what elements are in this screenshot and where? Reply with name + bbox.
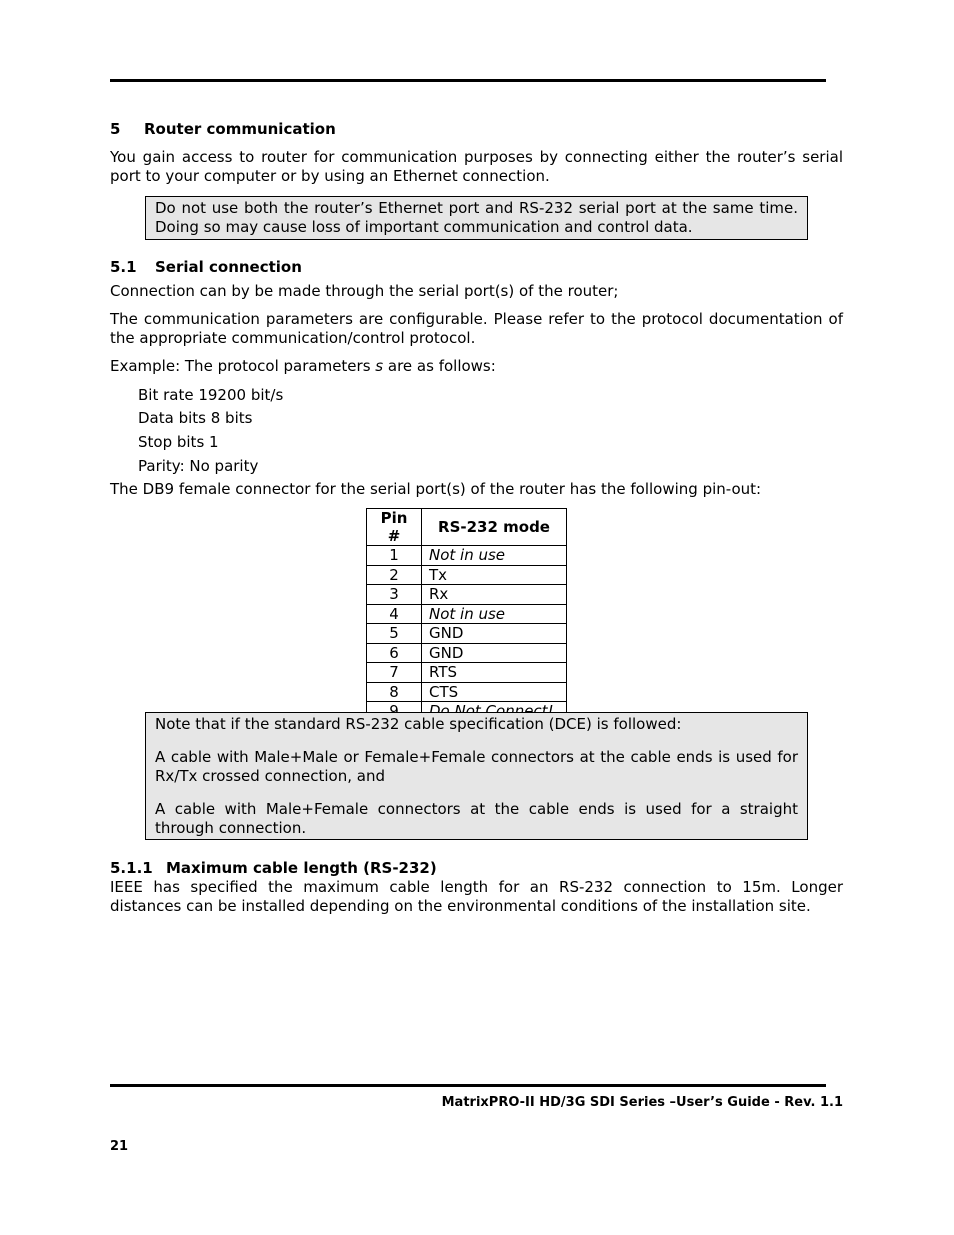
serial-paragraph-2: The communication parameters are configurable. Please refer to the protocol documentation of the appropriate communication/control protocol.: [110, 310, 843, 347]
example-italic: s: [375, 357, 384, 375]
pin-number: 2: [367, 565, 422, 585]
intro-paragraph: You gain access to router for communication purposes by connecting either the router’s serial port to your computer or by using an Ethernet connection.: [110, 148, 843, 185]
serial-paragraph-4: The DB9 female connector for the serial port(s) of the router has the following pin-out:: [110, 480, 762, 498]
subsubsection-heading: [110, 859, 437, 878]
table-row: [367, 624, 567, 644]
note-box: [145, 712, 808, 840]
pin-number: 3: [367, 585, 422, 605]
subsubsection-title: Maximum cable length (RS-232): [166, 859, 437, 877]
footer-rule: [110, 1084, 826, 1087]
serial-paragraph-3: [110, 357, 843, 376]
table-row: [367, 643, 567, 663]
pin-mode: GND: [422, 643, 567, 663]
pin-mode: Not in use: [422, 546, 567, 566]
subsection-title: Serial connection: [155, 258, 302, 276]
param-item: Stop bits 1: [138, 433, 219, 451]
header-rule: [110, 79, 826, 82]
table-header-row: [367, 509, 567, 546]
page-number: 21: [110, 1139, 129, 1154]
note-line: A cable with Male+Male or Female+Female connectors at the cable ends is used for Rx/Tx crossed connection, and: [155, 748, 798, 785]
document-title: MatrixPRO-II HD/3G SDI Series –User’s Guide - Rev. 1.1: [441, 1095, 843, 1110]
subsubsection-number: 5.1.1: [110, 859, 153, 877]
column-header-pin: Pin #: [367, 509, 422, 546]
note-line: A cable with Male+Female connectors at the cable ends is used for a straight through connection.: [155, 800, 798, 837]
param-item: Parity: No parity: [138, 457, 259, 475]
pin-mode: Not in use: [422, 604, 567, 624]
pin-number: 5: [367, 624, 422, 644]
subsection-heading: [110, 258, 302, 277]
warning-text: Do not use both the router’s Ethernet port and RS-232 serial port at the same time. Doing so may cause loss of important communication and control data.: [155, 199, 798, 236]
pin-mode: RTS: [422, 663, 567, 683]
table-row: [367, 546, 567, 566]
pin-number: 6: [367, 643, 422, 663]
pin-mode: Tx: [422, 565, 567, 585]
example-text: Example: The protocol parameters: [110, 357, 376, 375]
param-item: Data bits 8 bits: [138, 409, 253, 427]
table-row: [367, 585, 567, 605]
table-row: [367, 604, 567, 624]
section-heading: [110, 120, 336, 139]
pin-number: 8: [367, 682, 422, 702]
section-title: Router communication: [144, 120, 336, 138]
table-row: [367, 663, 567, 683]
param-item: Bit rate 19200 bit/s: [138, 386, 284, 404]
table-row: [367, 682, 567, 702]
section-number: 5: [110, 120, 121, 138]
note-line: Note that if the standard RS-232 cable specification (DCE) is followed:: [155, 715, 682, 733]
warning-box: [145, 196, 808, 240]
subsection-number: 5.1: [110, 258, 137, 276]
pin-mode: Rx: [422, 585, 567, 605]
cable-length-paragraph: IEEE has specified the maximum cable length for an RS-232 connection to 15m. Longer distances can be installed depending on the environmental conditions of the installation site.: [110, 878, 843, 915]
column-header-mode: RS-232 mode: [422, 509, 567, 546]
serial-paragraph-1: Connection can by be made through the serial port(s) of the router;: [110, 282, 619, 300]
table-row: [367, 565, 567, 585]
pin-number: 4: [367, 604, 422, 624]
example-text-end: are as follows:: [383, 357, 496, 375]
pin-mode: CTS: [422, 682, 567, 702]
pin-number: 1: [367, 546, 422, 566]
pinout-table: [366, 508, 567, 722]
pin-number: 7: [367, 663, 422, 683]
pin-mode: GND: [422, 624, 567, 644]
